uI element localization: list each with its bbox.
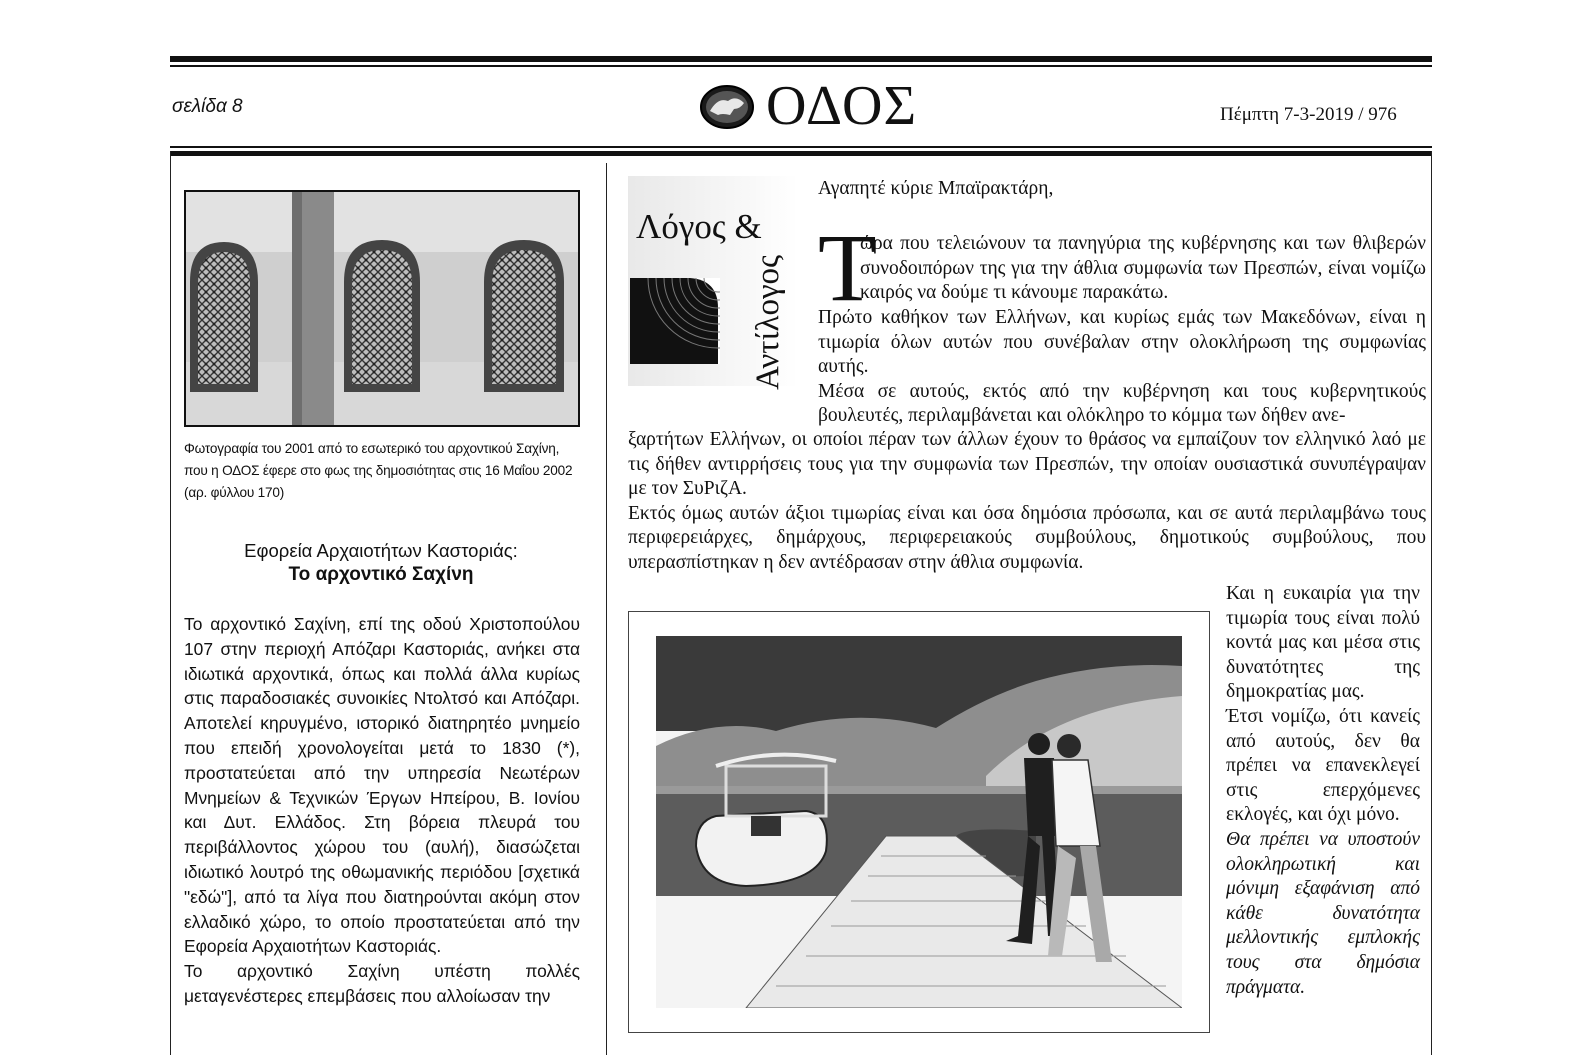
logos-antilogos-column-logo [628,176,798,390]
seal-icon [700,85,754,129]
drop-cap: Τ [818,214,877,321]
letter-paragraph [628,428,1426,576]
lake-pier-photo [628,611,1210,1033]
masthead-rule-top-thin [170,65,1432,67]
letter-paragraph: ώρα που τελειώνουν τα πανηγύρια της κυβέρνησης και των θλιβερών συνοδοιπόρων της για την άθλια συμφωνία των Πρεσπών, είναι νομίζω καιρός να δούμε τι κάνουμε παρακάτω. [860,233,1426,304]
left-article-body [184,612,580,1009]
mansion-interior-photo [184,190,580,427]
letter-salutation: Αγαπητέ κύριε Μπαϊρακτάρη, [818,178,1054,199]
column-divider [606,163,607,1055]
masthead-logo [700,75,920,140]
left-paragraph: Το αρχοντικό Σαχίνη υπέστη πολλές μεταγενέστερες επεμβάσεις που αλλοίωσαν την [184,961,580,1006]
article-headline: Το αρχοντικό Σαχίνη [288,564,474,585]
letter-paragraph: Πρώτο καθήκον των Ελλήνων, και κυρίως εμάς των Μακεδόνων, είναι η τιμωρία όλων αυτών που συνέβαλαν στην ολοκλήρωση της συμφωνίας αυτής. [818,307,1426,378]
letter-paragraph [818,306,1426,429]
letter-paragraph: Μέσα σε αυτούς, εκτός από την κυβέρνηση και τους κυβερνητικούς βουλευτές, περιλαμβάνεται και ολόκληρο το κόμμα των δήθεν ανε- [818,380,1426,427]
masthead-rule-top [170,56,1432,62]
disc-icon [630,278,720,364]
letter-paragraph: Θα πρέπει να υποστούν ολοκληρωτική και μόνιμη εξαφάνιση από κάθε δυνατότητα μελλοντικής εμπλοκής τους στα δημόσια πράγματα. [1226,828,1420,998]
photo-caption: Φωτογραφία του 2001 από το εσωτερικό του αρχοντικού Σαχίνη, που η ΟΔΟΣ έφερε στο φως της δημοσιότητας στις 16 Μαΐου 2002 (αρ. φύλλου 170) [184,441,573,500]
page-label: σελίδα 8 [172,96,243,117]
logo-word-antilogos [734,252,794,392]
frame-left-rule [170,151,171,1055]
paper-name: ΟΔΟΣ [766,75,918,137]
letter-paragraph: Και η ευκαιρία για την τιμωρία τους είναι πολύ κοντά μας και μέσα στις δυνατότητες της δημοκρατίας μας. [1226,583,1420,703]
frame-right-rule [1431,151,1432,1055]
article-kicker: Εφορεία Αρχαιοτήτων Καστοριάς: [244,540,518,561]
masthead-rule-bottom-thin [170,146,1432,148]
antilogos-text: Αντίλογος [750,254,786,390]
logo-word-logos: Λόγος & [636,207,762,246]
letter-paragraph: ξαρτήτων Ελλήνων, οι οποίοι πέραν των άλλων έχουν το θράσος να εμπαίζουν τον ελληνικό λαό με τις δήθεν αντιρρήσεις τους για την συμφωνία των Πρεσπών, την οποίαν ουσιαστικά συνυπέγραψαν με τον ΣυΡιζΑ. [628,429,1426,500]
letter-paragraph: Έτσι νομίζω, ότι κανείς από αυτούς, δεν θα πρέπει να επανεκλεγεί στις επερχόμενες εκλογές, και όχι μόνο. [1226,705,1420,826]
issue-date: Πέμπτη 7-3-2019 / 976 [1220,104,1397,125]
left-paragraph: Το αρχοντικό Σαχίνη, επί της οδού Χριστοπούλου 107 στην περιοχή Απόζαρι Καστοριάς, ανήκει στα ιδιωτικά αρχοντικά, όπως και πολλά άλλα κυρίως στις παραδοσιακές συνοικίες Ντολτσό και Απόζαρι. Αποτελεί κηρυγμένο, ιστορικό διατηρητέο μνημείο που επειδή χρονολογείται μετά το 1830 (*), προστατεύεται από την υπηρεσία Νεωτέρων Μνημείων & Τεχνικών Έργων Ηπείρου, Β. Ιονίου και Δυτ. Ελλάδος. Στη βόρεια πλευρά του περιβάλλοντος χώρου του (αυλή), διασώζεται ιδιωτικό λουτρό της οθωμανικής περιόδου [σχετικά "εδώ"], από τα λίγα που διατηρούνται ακόμη στον ελλαδικό χώρο, το οποίο προστατεύεται από την Εφορεία Αρχαιοτήτων Καστοριάς. [184,614,580,957]
letter-paragraph: Εκτός όμως αυτών άξιοι τιμωρίας είναι και όσα δημόσια πρόσωπα, και σε αυτά περιλαμβάνω τους περιφερειάρχες, δημάρχους, περιφερειακούς συμβούλους, δημοτικούς συμβούλους, που υπερασπίστηκαν η δεν αντέδρασαν στην άθλια συμφωνία. [628,502,1426,573]
letter-side-column [1226,582,1420,1000]
masthead-rule-bottom [170,151,1432,156]
